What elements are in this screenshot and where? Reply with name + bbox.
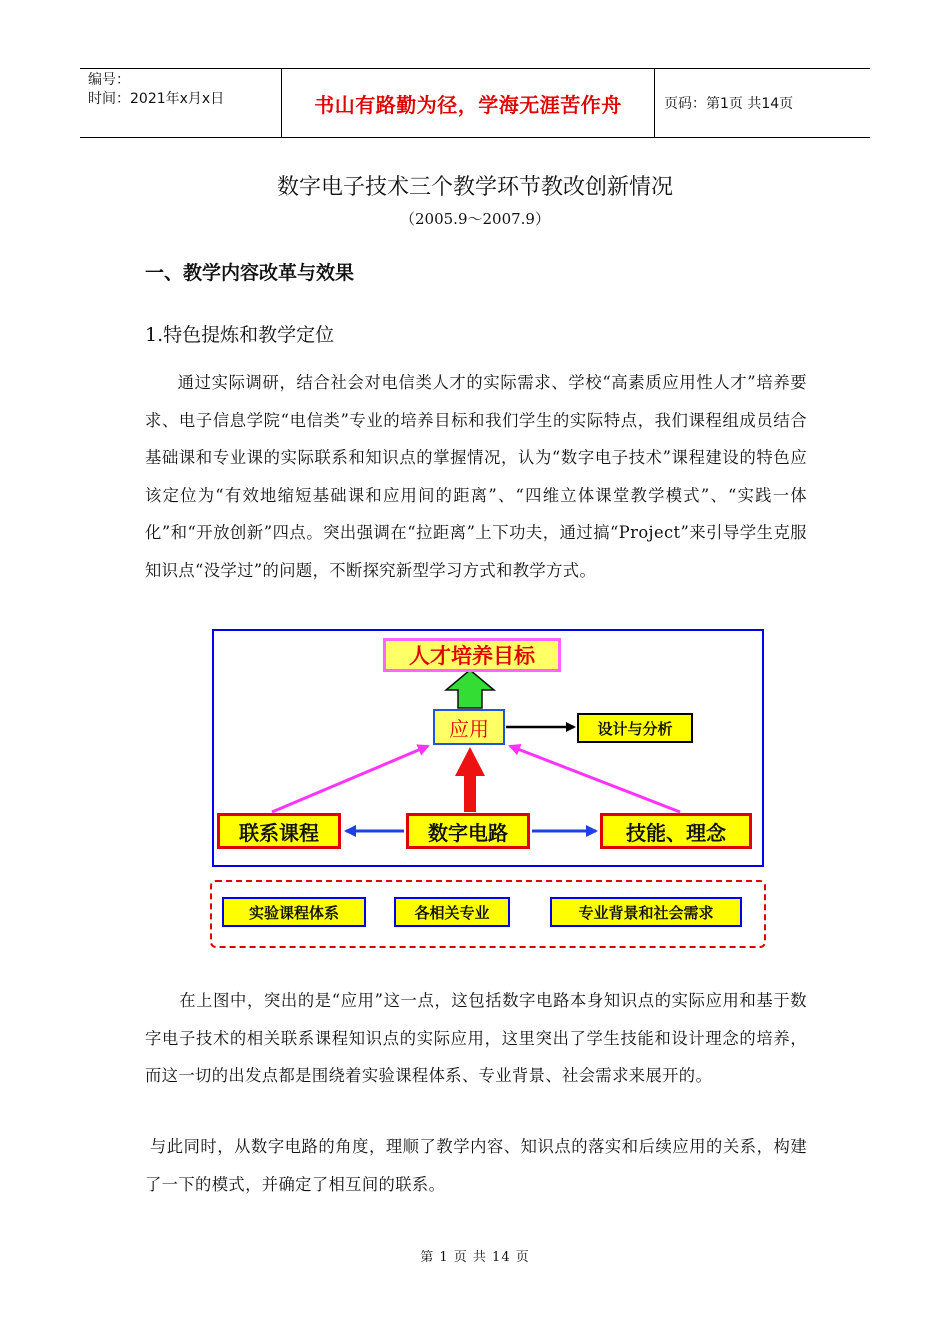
header-divider [654, 69, 655, 137]
social-demand-box: 专业背景和社会需求 [550, 897, 742, 927]
application-box: 应用 [433, 709, 505, 745]
document-title: 数字电子技术三个教学环节教改创新情况 [276, 175, 673, 200]
related-courses-box: 联系课程 [217, 813, 341, 849]
paragraph-2: 在上图中，突出的是“应用”这一点，这包括数字电路本身知识点的实际应用和基于数字电子技术的相关联系课程知识点的实际应用，这里突出了学生技能和设计理念的培养，而这一切的出发点都是围绕着实验课程体系、专业背景、社会需求来展开的。 [145, 991, 807, 1086]
digital-circuit-box: 数字电路 [406, 813, 530, 849]
skills-concepts-box: 技能、理念 [600, 813, 752, 849]
header-motto: 书山有路勤为径，学海无涯苦作舟 [314, 92, 622, 117]
design-analysis-box: 设计与分析 [577, 713, 693, 743]
number-label: 编号： [88, 72, 130, 88]
header-table [80, 68, 870, 138]
header-page-info: 页码：第1页 共14页 [664, 96, 794, 112]
talent-goal-box: 人才培养目标 [383, 638, 561, 672]
paragraph-3: 与此同时，从数字电路的角度，理顺了教学内容、知识点的落实和后续应用的关系，构建了一下的模式，并确定了相互间的联系。 [145, 1137, 807, 1194]
page-footer: 第 1 页 共 14 页 [420, 1250, 530, 1265]
time-label: 时间：2021年x月x日 [88, 91, 225, 107]
paragraph-1: 通过实际调研，结合社会对电信类人才的实际需求、学校“高素质应用性人才”培养要求、电子信息学院“电信类”专业的培养目标和我们学生的实际特点，我们课程组成员结合基础课和专业课的实际联系和知识点的掌握情况，认为“数字电子技术”课程建设的特色应该定位为“有效地缩短基础课和应用间的距离”、“四维立体课堂教学模式”、“实践一体化”和“开放创新”四点。突出强调在“拉距离”上下功夫，通过搞“Project”来引导学生克服知识点“没学过”的问题，不断探究新型学习方式和教学方式。 [145, 373, 807, 580]
subsection-heading: 1.特色提炼和教学定位 [145, 324, 335, 346]
lab-course-system-box: 实验课程体系 [222, 897, 366, 927]
header-meta [80, 69, 280, 137]
related-majors-box: 各相关专业 [394, 897, 510, 927]
document-subtitle: （2005.9～2007.9） [400, 210, 550, 228]
section-heading: 一、教学内容改革与效果 [145, 262, 355, 284]
